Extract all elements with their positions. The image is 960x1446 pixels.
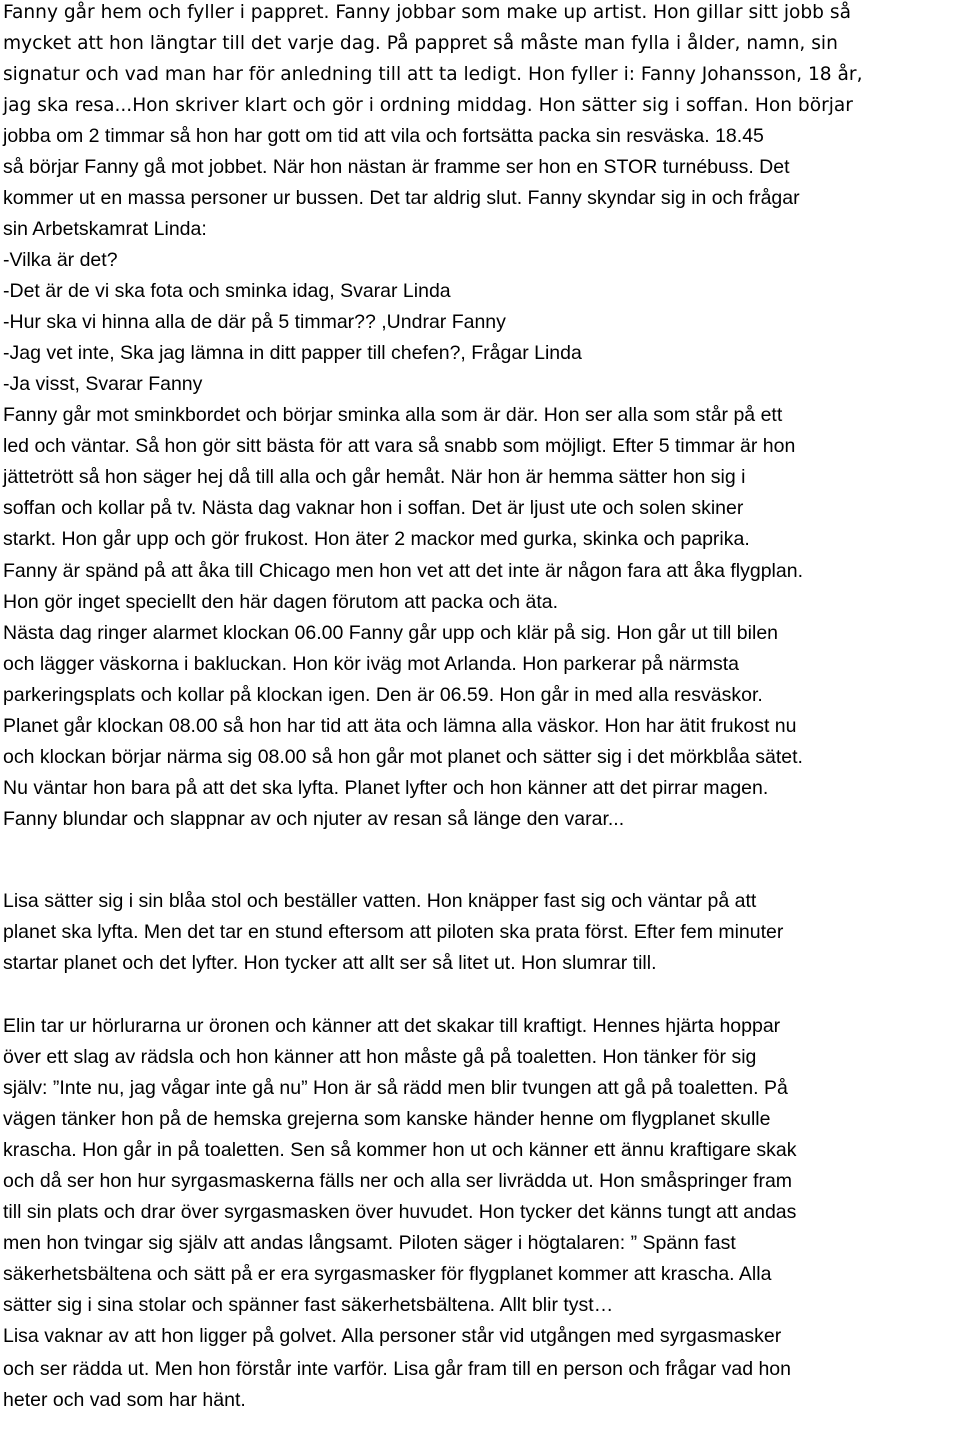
text-line: jättetrött så hon säger hej då till alla och går hemåt. När hon är hemma sätter hon sig i — [3, 466, 746, 488]
text-line: men hon tvingar sig själv att andas långsamt. Piloten säger i högtalaren: ” Spänn fast — [3, 1232, 736, 1254]
text-line: Lisa vaknar av att hon ligger på golvet. Alla personer står vid utgången med syrgasmasker — [3, 1325, 782, 1347]
text-line: vägen tänker hon på de hemska grejerna som kanske händer henne om flygplanet skulle — [3, 1108, 771, 1130]
text-line: -Jag vet inte, Ska jag lämna in ditt papper till chefen?, Frågar Linda — [3, 342, 582, 364]
text-line: och ser rädda ut. Men hon förstår inte varför. Lisa går fram till en person och frågar vad hon — [3, 1358, 791, 1380]
text-line: Nästa dag ringer alarmet klockan 06.00 Fanny går upp och klär på sig. Hon går ut till bilen — [3, 622, 779, 644]
text-line: säkerhetsbältena och sätt på er era syrgasmasker för flygplanet kommer att krascha. Alla — [3, 1263, 772, 1285]
text-line: -Vilka är det? — [3, 249, 118, 271]
text-line: -Ja visst, Svarar Fanny — [3, 373, 203, 395]
text-line: själv: ”Inte nu, jag vågar inte gå nu” Hon är så rädd men blir tvungen att gå på toaletten. På — [3, 1077, 788, 1099]
text-line: planet ska lyfta. Men det tar en stund eftersom att piloten ska prata först. Efter fem minuter — [3, 921, 784, 943]
text-line: startar planet och det lyfter. Hon tycker att allt ser så litet ut. Hon slumrar till. — [3, 952, 657, 974]
text-line: och lägger väskorna i bakluckan. Hon kör iväg mot Arlanda. Hon parkerar på närmsta — [3, 653, 739, 675]
text-line: -Det är de vi ska fota och sminka idag, Svarar Linda — [3, 280, 451, 302]
text-line: starkt. Hon går upp och gör frukost. Hon äter 2 mackor med gurka, skinka och paprika. — [3, 528, 750, 550]
text-line: Fanny är spänd på att åka till Chicago men hon vet att det inte är någon fara att åka flygplan. — [3, 560, 803, 582]
text-line: och klockan börjar närma sig 08.00 så hon går mot planet och sätter sig i det mörkblåa sätet. — [3, 746, 803, 768]
text-line: led och väntar. Så hon gör sitt bästa för att vara så snabb som möjligt. Efter 5 timmar är hon — [3, 435, 796, 457]
text-line: kommer ut en massa personer ur bussen. Det tar aldrig slut. Fanny skyndar sig in och frågar — [3, 187, 800, 209]
text-line: sätter sig i sina stolar och spänner fast säkerhetsbältena. Allt blir tyst… — [3, 1294, 614, 1316]
text-line: krascha. Hon går in på toaletten. Sen så kommer hon ut och känner ett ännu kraftigare skak — [3, 1139, 797, 1161]
text-line: Nu väntar hon bara på att det ska lyfta. Planet lyfter och hon känner att det pirrar magen. — [3, 777, 769, 799]
text-line: Fanny går mot sminkbordet och börjar sminka alla som är där. Hon ser alla som står på ett — [3, 404, 783, 426]
text-line: till sin plats och drar över syrgasmasken över huvudet. Hon tycker det känns tungt att andas — [3, 1201, 797, 1223]
text-line: parkeringsplats och kollar på klockan igen. Den är 06.59. Hon går in med alla resväskor. — [3, 684, 763, 706]
text-line: Hon gör inget speciellt den här dagen förutom att packa och äta. — [3, 591, 559, 613]
text-line: -Hur ska vi hinna alla de där på 5 timmar?? ,Undrar Fanny — [3, 311, 506, 333]
text-line: heter och vad som har hänt. — [3, 1389, 246, 1411]
text-line: och då ser hon hur syrgasmaskerna fälls ner och alla ser livrädda ut. Hon småspringer fram — [3, 1170, 793, 1192]
text-line: Lisa sätter sig i sin blåa stol och beställer vatten. Hon knäpper fast sig och väntar på att — [3, 890, 757, 912]
text-line: jag ska resa...Hon skriver klart och gör i ordning middag. Hon sätter sig i soffan. Hon börjar — [3, 95, 853, 116]
text-line: sin Arbetskamrat Linda: — [3, 218, 207, 240]
text-line: Elin tar ur hörlurarna ur öronen och känner att det skakar till kraftigt. Hennes hjärta hoppar — [3, 1015, 781, 1037]
text-line: Fanny blundar och slappnar av och njuter av resan så länge den varar... — [3, 808, 625, 830]
text-line: signatur och vad man har för anledning till att ta ledigt. Hon fyller i: Fanny Johansson, 18 år, — [3, 64, 863, 85]
text-line: Fanny går hem och fyller i pappret. Fanny jobbar som make up artist. Hon gillar sitt jobb så — [3, 2, 851, 23]
text-line: över ett slag av rädsla och hon känner att hon måste gå på toaletten. Hon tänker för sig — [3, 1046, 757, 1068]
text-line: jobba om 2 timmar så hon har gott om tid att vila och fortsätta packa sin resväska. 18.45 — [3, 125, 764, 147]
text-line: mycket att hon längtar till det varje dag. På pappret så måste man fylla i ålder, namn, sin — [3, 33, 838, 54]
text-line: så börjar Fanny gå mot jobbet. När hon nästan är framme ser hon en STOR turnébuss. Det — [3, 156, 790, 178]
text-line: Planet går klockan 08.00 så hon har tid att äta och lämna alla väskor. Hon har ätit frukost nu — [3, 715, 797, 737]
text-line: soffan och kollar på tv. Nästa dag vaknar hon i soffan. Det är ljust ute och solen skiner — [3, 497, 744, 519]
